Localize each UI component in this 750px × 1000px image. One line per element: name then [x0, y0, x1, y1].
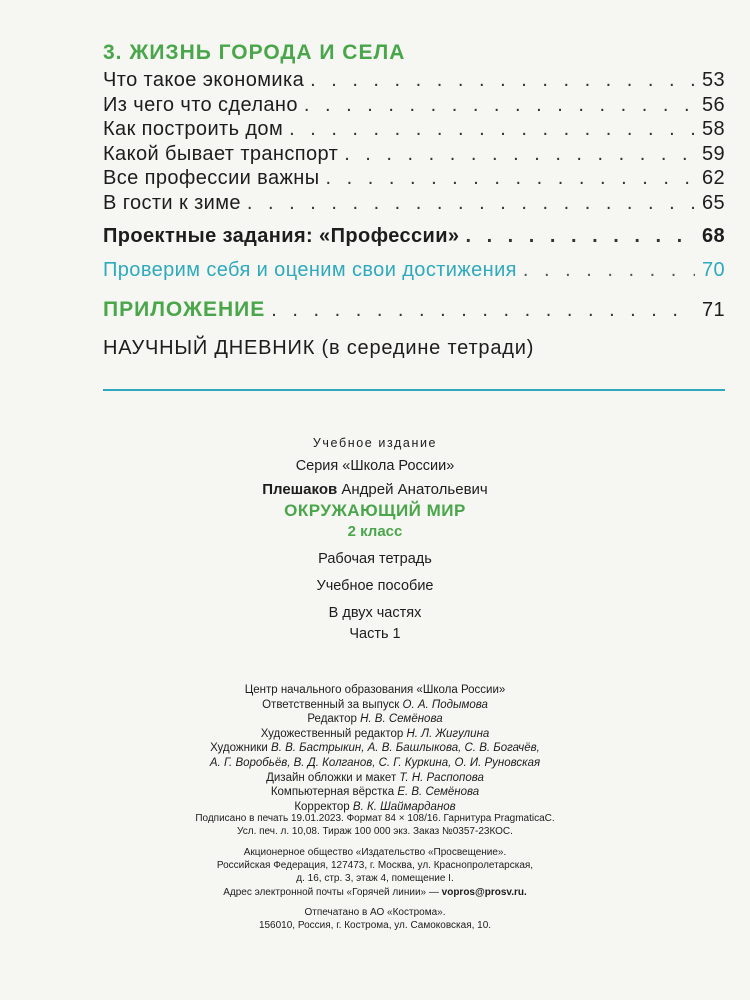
printer-line: 156010, Россия, г. Кострома, ул. Самоковская, 10.	[258, 920, 492, 931]
credit-line	[0, 683, 750, 698]
credit-label: Корректор	[294, 800, 350, 813]
credit-label: Дизайн обложки и макет	[266, 771, 397, 784]
toc-entry-title: Как построить дом	[103, 118, 284, 140]
toc-entry-title: Из чего что сделано	[103, 93, 298, 116]
credit-name: В. К. Шаймарданов	[352, 800, 456, 813]
print-run-line: Усл. печ. л. 10,08. Тираж 100 000 экз. Заказ №0357-23КОС.	[237, 826, 513, 837]
credit-line	[0, 756, 750, 771]
book-parts: В двух частях	[328, 605, 422, 621]
toc-entry	[103, 117, 725, 142]
credit-name: А. Г. Воробьёв, В. Д. Колганов, С. Г. Куркина, О. И. Руновская	[209, 756, 541, 769]
author-last-name: Плешаков	[262, 481, 338, 498]
credit-label: Художественный редактор	[260, 727, 404, 740]
leader-dots	[289, 117, 695, 142]
toc-entry-title: Проектные задания: «Профессии»	[103, 225, 460, 247]
hotline-label: Адрес электронной почты «Горячей линии» —	[223, 887, 439, 898]
toc-entry-page: 56	[701, 93, 725, 116]
credit-name: В. В. Бастрыкин, А. В. Башлыкова, С. В. Богачёв,	[271, 742, 540, 755]
toc-appendix-entry	[103, 293, 725, 327]
author-first-names: Андрей Анатольевич	[341, 481, 488, 498]
toc-entry-page: 59	[701, 142, 725, 165]
printer-info	[0, 906, 750, 932]
credit-label: Редактор	[307, 713, 357, 726]
signed-line: Подписано в печать 19.01.2023. Формат 84 × 108/16. Гарнитура PragmaticaC.	[195, 813, 555, 824]
credit-label: Центр начального образования «Школа России»	[244, 684, 506, 696]
grade: 2 класс	[347, 523, 403, 540]
toc-diary-entry	[103, 333, 725, 363]
publisher-line: Акционерное общество «Издательство «Просвещение».	[243, 847, 507, 858]
toc-entry-page: 58	[701, 118, 725, 140]
publisher-info	[0, 846, 750, 885]
toc-entry-title: Что такое экономика	[103, 69, 305, 91]
leader-dots	[271, 293, 695, 327]
leader-dots	[344, 142, 695, 167]
book-title: ОКРУЖАЮЩИЙ МИР	[284, 501, 466, 520]
leader-dots	[326, 166, 696, 191]
book-purpose: Учебное пособие	[316, 578, 434, 594]
toc-entry-title: ПРИЛОЖЕНИЕ	[103, 298, 266, 321]
toc-entry-title: НАУЧНЫЙ ДНЕВНИК (в середине тетради)	[103, 337, 535, 359]
credit-name: Е. В. Семёнова	[397, 786, 480, 799]
publisher-line: Российская Федерация, 127473, г. Москва, ул. Краснопролетарская,	[216, 860, 534, 871]
credit-line	[0, 741, 750, 756]
credit-label: Художники	[210, 742, 268, 755]
credit-label: Ответственный за выпуск	[262, 698, 400, 711]
publisher-line: д. 16, стр. 3, этаж 4, помещение I.	[296, 873, 454, 884]
author	[0, 481, 750, 498]
credit-line	[0, 785, 750, 800]
toc-entry-page: 53	[701, 69, 725, 91]
toc-check-entry	[103, 256, 725, 284]
leader-dots	[304, 93, 695, 118]
credit-label: Компьютерная вёрстка	[270, 786, 395, 799]
toc-entry-title: Все профессии важны	[103, 167, 320, 189]
credit-line	[0, 771, 750, 786]
toc-entry	[103, 191, 725, 216]
toc-entry-page: 68	[701, 225, 725, 247]
leader-dots	[310, 68, 695, 93]
section-title: 3. ЖИЗНЬ ГОРОДА И СЕЛА	[103, 41, 406, 64]
toc-entry	[103, 68, 725, 93]
toc-entry	[103, 93, 725, 118]
credits	[0, 683, 750, 814]
toc-entry-page: 65	[701, 191, 725, 214]
leader-dots	[523, 256, 695, 284]
series: Серия «Школа России»	[295, 458, 455, 474]
toc-entry-page: 62	[701, 167, 725, 189]
edition-type: Учебное издание	[312, 436, 438, 450]
credit-name: Т. Н. Распопова	[399, 771, 484, 784]
toc-entry	[103, 166, 725, 191]
leader-dots	[247, 191, 695, 216]
toc-entry-title: Какой бывает транспорт	[103, 142, 339, 165]
toc-entry-page: 71	[701, 299, 725, 321]
hotline-email: vopros@prosv.ru.	[441, 887, 527, 898]
book-part: Часть 1	[349, 626, 401, 642]
toc-entry-title: В гости к зиме	[103, 191, 241, 214]
credit-name: О. А. Подымова	[402, 698, 488, 711]
print-specs	[0, 812, 750, 838]
credit-name: Н. Л. Жигулина	[406, 727, 490, 740]
table-of-contents	[103, 38, 725, 363]
toc-project-entry	[103, 222, 725, 250]
toc-entry-title: Проверим себя и оценим свои достижения	[103, 259, 517, 281]
divider-line	[103, 389, 725, 391]
toc-entry-page: 70	[701, 259, 725, 281]
toc-entry	[103, 142, 725, 167]
printer-line: Отпечатано в АО «Кострома».	[304, 907, 446, 918]
credit-name: Н. В. Семёнова	[360, 713, 443, 726]
credit-line	[0, 698, 750, 713]
hotline	[0, 886, 750, 899]
leader-dots	[465, 222, 695, 250]
credit-line	[0, 727, 750, 742]
book-kind: Рабочая тетрадь	[318, 551, 432, 567]
credit-line	[0, 712, 750, 727]
imprint-block	[0, 434, 750, 651]
